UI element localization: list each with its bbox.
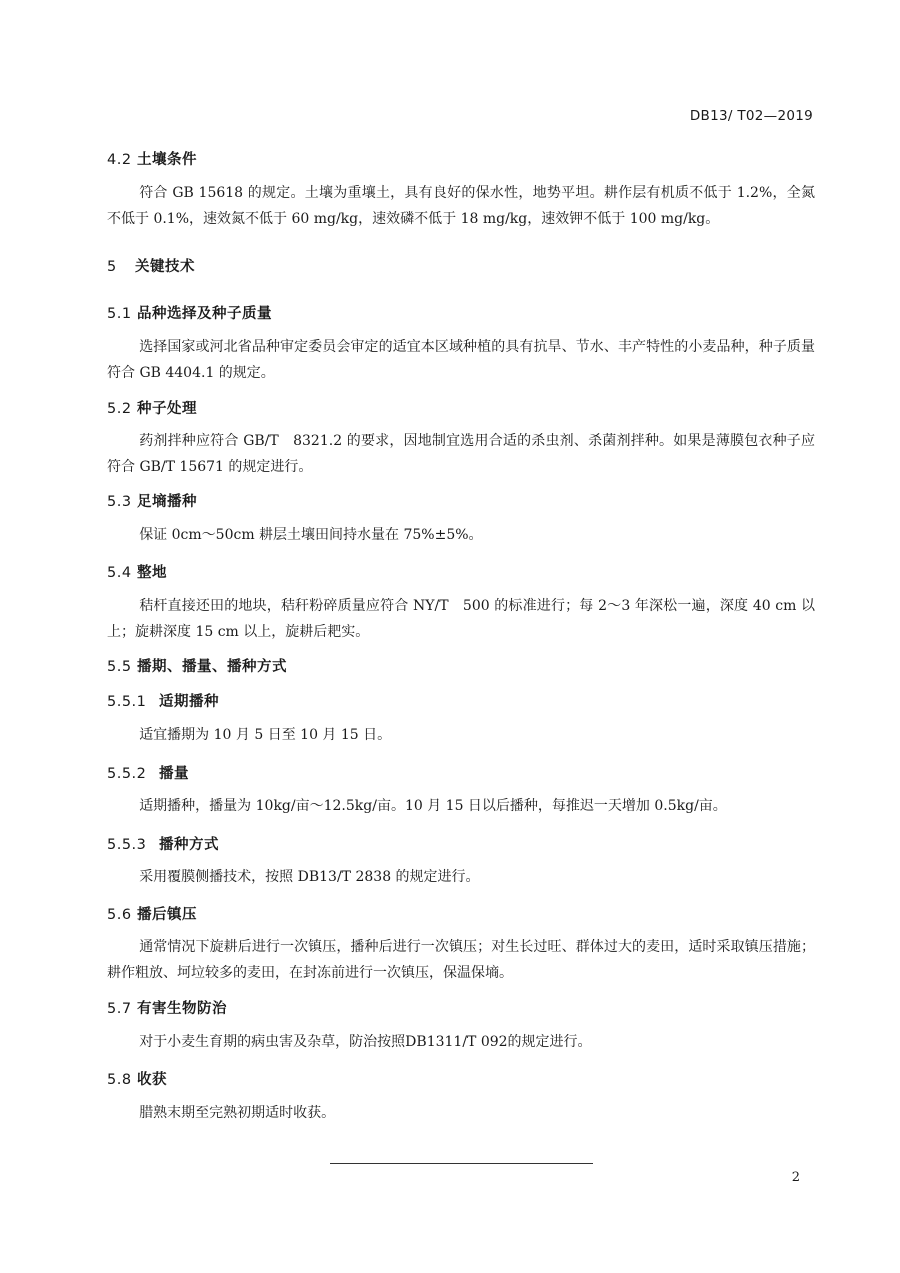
section-title: 有害生物防治 <box>137 1001 227 1017</box>
section-body-5-6: 通常情况下旋耕后进行一次镇压，播种后进行一次镇压；对生长过旺、群体过大的麦田，适时采取镇压措施；耕作粗放、坷垃较多的麦田，在封冻前进行一次镇压，保温保墒。 <box>107 939 815 981</box>
section-number: 5.3 <box>107 494 132 510</box>
section-heading-4-2 <box>107 148 197 169</box>
section-title: 播种方式 <box>159 837 219 853</box>
section-title: 品种选择及种子质量 <box>137 306 272 322</box>
section-number: 5.2 <box>107 401 132 417</box>
section-body-5-4: 秸杆直接还田的地块，秸秆粉碎质量应符合 NY/T 500 的标准进行；每 2～3 年深松一遍，深度 40 cm 以上；旋耕深度 15 cm 以上，旋耕后耙实。 <box>107 598 815 640</box>
section-number: 5.4 <box>107 565 132 581</box>
section-heading-5-1 <box>107 302 272 323</box>
section-heading-5-5-2 <box>107 762 189 783</box>
section-number: 4.2 <box>107 152 132 168</box>
section-body-4-2: 符合 GB 15618 的规定。土壤为重壤土，具有良好的保水性，地势平坦。耕作层有机质不低于 1.2%，全氮不低于 0.1%，速效氮不低于 60 mg/kg，速效磷不低于 18 mg/kg，速效钾不低于 100 mg/kg。 <box>107 185 815 227</box>
section-body-5-5-2: 适期播种，播量为 10kg/亩～12.5kg/亩。10 月 15 日以后播种，每推迟一天增加 0.5kg/亩。 <box>139 798 727 814</box>
footer-divider <box>330 1163 593 1164</box>
section-title: 关键技术 <box>135 259 195 275</box>
section-heading-5-7 <box>107 997 227 1018</box>
section-body-5-7: 对于小麦生育期的病虫害及杂草，防治按照DB1311/T 092的规定进行。 <box>139 1034 592 1050</box>
section-heading-5-6 <box>107 903 197 924</box>
section-title: 收获 <box>137 1072 167 1088</box>
section-number: 5.5.3 <box>107 837 147 853</box>
section-title: 种子处理 <box>137 401 197 417</box>
section-heading-5-2 <box>107 397 197 418</box>
section-title: 播后镇压 <box>137 907 197 923</box>
section-heading-5-5-3 <box>107 833 219 854</box>
section-number: 5.8 <box>107 1072 132 1088</box>
section-number: 5.5 <box>107 659 132 675</box>
section-number: 5.6 <box>107 907 132 923</box>
section-title: 适期播种 <box>159 694 219 710</box>
section-body-5-5-3: 采用覆膜侧播技术，按照 DB13/T 2838 的规定进行。 <box>139 869 480 885</box>
section-title: 播期、播量、播种方式 <box>137 659 287 675</box>
section-number: 5.1 <box>107 306 132 322</box>
section-heading-5-8 <box>107 1068 167 1089</box>
document-code: DB13/ T02—2019 <box>689 108 813 124</box>
section-title: 土壤条件 <box>137 152 197 168</box>
section-heading-5-3 <box>107 490 197 511</box>
section-heading-5-5 <box>107 655 287 676</box>
section-heading-5-4 <box>107 561 167 582</box>
section-body-5-5-1: 适宜播期为 10 月 5 日至 10 月 15 日。 <box>139 727 392 743</box>
section-heading-5-5-1 <box>107 690 219 711</box>
section-number: 5.5.1 <box>107 694 147 710</box>
section-title: 足墒播种 <box>137 494 197 510</box>
section-number: 5 <box>107 259 117 275</box>
section-body-5-8: 腊熟末期至完熟初期适时收获。 <box>139 1105 336 1121</box>
section-body-5-2: 药剂拌种应符合 GB/T 8321.2 的要求，因地制宜选用合适的杀虫剂、杀菌剂拌种。如果是薄膜包衣种子应符合 GB/T 15671 的规定进行。 <box>107 433 815 475</box>
section-number: 5.7 <box>107 1001 132 1017</box>
section-title: 整地 <box>137 565 167 581</box>
page-number: 2 <box>791 1170 800 1185</box>
section-body-5-1: 选择国家或河北省品种审定委员会审定的适宜本区域种植的具有抗旱、节水、丰产特性的小麦品种，种子质量符合 GB 4404.1 的规定。 <box>107 339 815 381</box>
section-body-5-3: 保证 0cm～50cm 耕层土壤田间持水量在 75%±5%。 <box>139 527 483 543</box>
section-title: 播量 <box>159 766 189 782</box>
section-heading-5 <box>107 255 195 276</box>
section-number: 5.5.2 <box>107 766 147 782</box>
